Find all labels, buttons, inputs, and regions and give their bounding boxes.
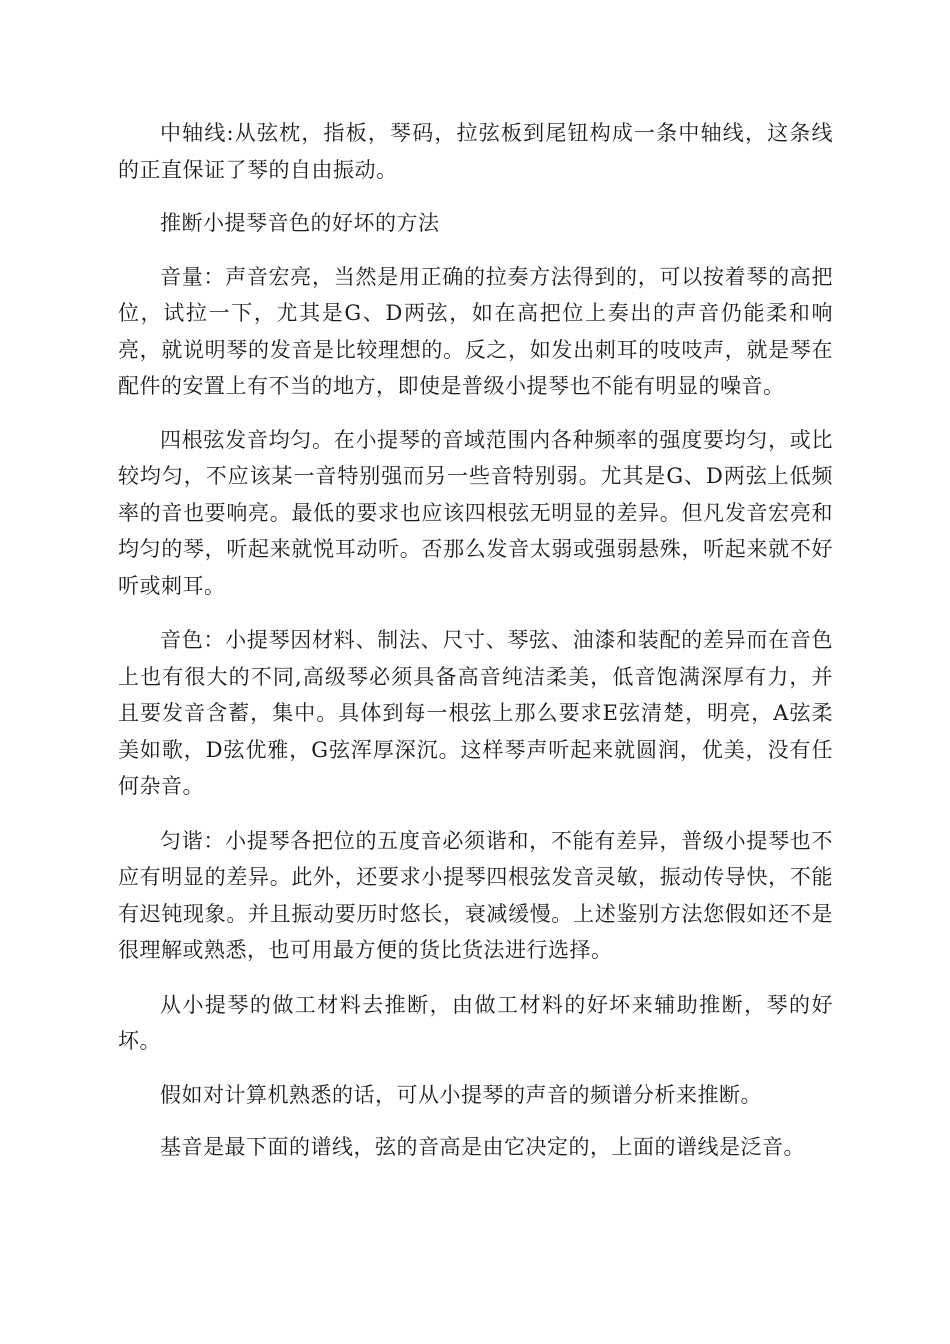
document-body	[118, 115, 833, 1182]
section-heading-tone-judgment: 推断小提琴音色的好坏的方法	[160, 211, 440, 235]
paragraph-harmony: 匀谐：小提琴各把位的五度音必须谐和，不能有差异，普级小提琴也不应有明显的差异。此外，还要求小提琴四根弦发音灵敏，振动传导快，不能有迟钝现象。并且振动要历时悠长，衰减缓慢。上述鉴别方法您假如还不是很理解或熟悉，也可用最方便的货比货法进行选择。	[118, 828, 833, 962]
paragraph-string-balance: 四根弦发音均匀。在小提琴的音域范围内各种频率的强度要均匀，或比较均匀，不应该某一音特别强而另一些音特别弱。尤其是G、D两弦上低频率的音也要响亮。最低的要求也应该四根弦无明显的差异。但凡发音宏亮和均匀的琴，听起来就悦耳动听。否那么发音太弱或强弱悬殊，听起来就不好听或刺耳。	[118, 427, 833, 598]
paragraph-fundamental-tone: 基音是最下面的谱线，弦的音高是由它决定的，上面的谱线是泛音。	[160, 1135, 805, 1159]
paragraph-volume: 音量：声音宏亮，当然是用正确的拉奏方法得到的，可以按着琴的高把位，试拉一下，尤其是G、D两弦，如在高把位上奏出的声音仍能柔和响亮，就说明琴的发音是比较理想的。反之，如发出刺耳的吱吱声，就是琴在配件的安置上有不当的地方，即使是普级小提琴也不能有明显的噪音。	[118, 264, 833, 398]
paragraph-center-axis: 中轴线:从弦枕，指板，琴码，拉弦板到尾钮构成一条中轴线，这条线的正直保证了琴的自由振动。	[118, 121, 833, 182]
paragraph-timbre: 音色：小提琴因材料、制法、尺寸、琴弦、油漆和装配的差异而在音色上也有很大的不同,高级琴必须具备高音纯洁柔美，低音饱满深厚有力，并且要发音含蓄，集中。具体到每一根弦上那么要求E弦清楚，明亮，A弦柔美如歌，D弦优雅，G弦浑厚深沉。这样琴声听起来就圆润，优美，没有任何杂音。	[118, 628, 833, 798]
paragraph-spectrum-analysis: 假如对计算机熟悉的话，可从小提琴的声音的频谱分析来推断。	[160, 1082, 762, 1107]
paragraph-materials: 从小提琴的做工材料去推断，由做工材料的好坏来辅助推断，琴的好坏。	[118, 992, 833, 1053]
